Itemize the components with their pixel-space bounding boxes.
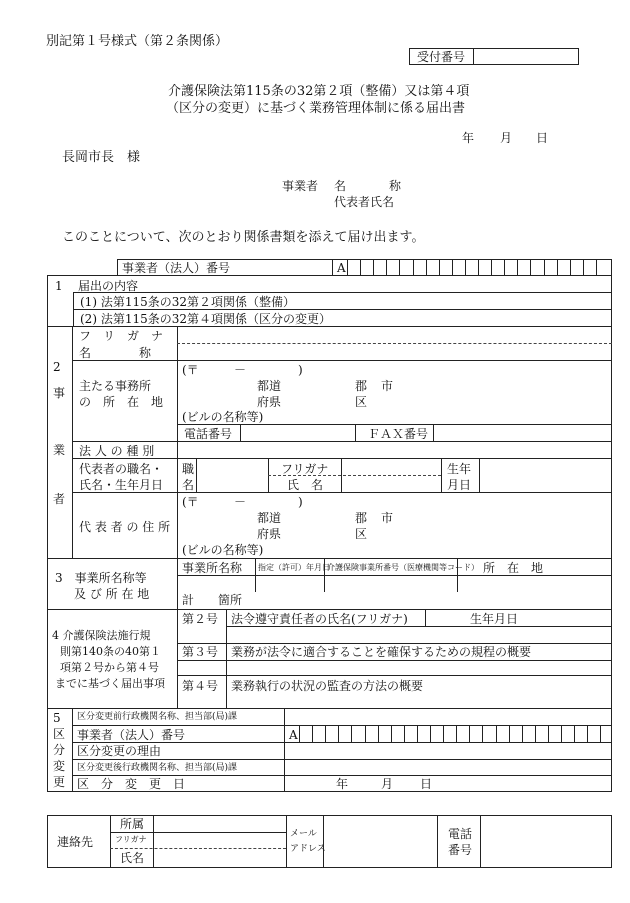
sec5-char-4: 更 <box>53 775 66 789</box>
rep-fuken-label: 府県 <box>257 527 282 541</box>
sec4-no4-text: 業務執行の状況の監査の方法の概要 <box>231 679 424 693</box>
sec5-month: 月 <box>381 777 394 791</box>
sec5-corp-number-digit-cell[interactable] <box>325 725 326 742</box>
corp-type-field[interactable] <box>180 443 610 457</box>
sec5-corp-number-digit-cell[interactable] <box>482 725 483 742</box>
corp-number-digit-cell[interactable] <box>544 259 545 276</box>
todo-label: 都道 <box>257 379 282 393</box>
corp-number-digit-cell[interactable] <box>491 259 492 276</box>
sec4-no2-birth: 生年月日 <box>470 612 519 626</box>
corp-type-label: 法 人 の 種 別 <box>79 444 155 458</box>
rep-shi-label: 市 <box>381 511 394 525</box>
rep-todo-label: 都道 <box>257 511 282 525</box>
gun-label: 郡 <box>355 379 368 393</box>
sec1-title: 届出の内容 <box>78 279 139 293</box>
postal-open: (〒 <box>182 363 199 377</box>
sec5-corp-number-digit-cell[interactable] <box>417 725 418 742</box>
address-field[interactable] <box>182 362 610 422</box>
contact-furigana-label: フリガナ <box>115 835 147 844</box>
sec5-year: 年 <box>336 777 349 791</box>
contact-label: 連絡先 <box>57 835 94 849</box>
sec5-corp-number-digit-cell[interactable] <box>574 725 575 742</box>
corp-number-digit-cell[interactable] <box>386 259 387 276</box>
sec5-corp-number-digit-cell[interactable] <box>312 725 313 742</box>
sec5-corp-number-digit-cell[interactable] <box>391 725 392 742</box>
contact-phone-label-1: 電話 <box>448 827 473 841</box>
contact-phone-field[interactable] <box>482 817 610 866</box>
sec5-row3-label: 区分変更の理由 <box>77 744 162 758</box>
sec2-label-char-2: 業 <box>53 443 66 457</box>
sec5-corp-number-digit-cell[interactable] <box>496 725 497 742</box>
contact-name-label: 氏名 <box>120 851 145 865</box>
sec5-corp-number-digit-cell[interactable] <box>548 725 549 742</box>
addressee: 長岡市長 様 <box>62 150 141 165</box>
date-year: 年 <box>462 131 475 145</box>
corp-number-digit-cell[interactable] <box>347 259 348 276</box>
contact-name-field[interactable] <box>155 850 285 866</box>
corp-number-digit-cell[interactable] <box>596 259 597 276</box>
corp-number-digit-cell[interactable] <box>583 259 584 276</box>
sec5-corp-number-digit-cell[interactable] <box>587 725 588 742</box>
corp-number-digit-cell[interactable] <box>517 259 518 276</box>
corp-number-label: 事業者（法人）番号 <box>122 261 231 275</box>
applicant-name-label: 名 <box>334 179 347 193</box>
sec1-item-2[interactable]: (2) 法第115条の32第４項関係（区分の変更） <box>80 312 331 326</box>
sec5-corp-number-digit-cell[interactable] <box>351 725 352 742</box>
rep-title-label-2: 氏名・生年月日 <box>79 478 164 492</box>
corp-number-digit-cell[interactable] <box>570 259 571 276</box>
sec5-corp-number-digit-cell[interactable] <box>522 725 523 742</box>
sec5-corp-number-digit-cell[interactable] <box>365 725 366 742</box>
sec2-label-number: 2 <box>53 360 61 374</box>
sec5-number: 5 <box>53 711 61 725</box>
sec1-number: 1 <box>55 279 63 293</box>
applicant-label: 事業者 <box>282 179 319 193</box>
rep-furigana-label: フリガナ <box>281 462 329 476</box>
corp-number-digit-cell[interactable] <box>426 259 427 276</box>
rep-postal-close: ) <box>298 495 303 509</box>
corp-number-digit-cell[interactable] <box>413 259 414 276</box>
rep-birth-field[interactable] <box>481 460 610 490</box>
form-title-line2: （区分の変更）に基づく業務管理体制に係る届出書 <box>166 101 466 116</box>
sec5-day: 日 <box>420 777 433 791</box>
sec5-row2-label: 事業者（法人）番号 <box>77 728 186 742</box>
phone-field[interactable] <box>242 426 352 440</box>
sec5-corp-number-digit-cell[interactable] <box>338 725 339 742</box>
corp-number-digit-cell[interactable] <box>530 259 531 276</box>
location-col: 所 在 地 <box>483 561 544 575</box>
sec5-row1-label: 区分変更前行政機関名称、担当部(局)課 <box>77 712 238 722</box>
corp-number-digit-cell[interactable] <box>478 259 479 276</box>
corp-number-digit-cell[interactable] <box>399 259 400 276</box>
sec5-row5-label: 区 分 変 更 日 <box>77 777 186 791</box>
birth-label-2: 月日 <box>447 478 472 492</box>
building-label: (ビルの名称等) <box>182 410 264 424</box>
fax-label: ＦＡＸ番号 <box>368 427 429 441</box>
corp-number-digit-cell[interactable] <box>465 259 466 276</box>
sec5-corp-number-digit-cell[interactable] <box>600 725 601 742</box>
shoku-label: 職 <box>182 462 195 476</box>
contact-phone-label-2: 番号 <box>448 843 473 857</box>
sec5-corp-prefix: A <box>289 728 298 742</box>
rep-address-field[interactable] <box>182 494 610 556</box>
sec4-no4-label: 第４号 <box>182 679 219 693</box>
sec5-corp-number-digit-cell[interactable] <box>469 725 470 742</box>
sec3-label-2: 及 び 所 在 地 <box>74 587 150 601</box>
date-month: 月 <box>500 131 513 145</box>
birth-label-1: 生年 <box>447 462 472 476</box>
corp-number-digit-cell[interactable] <box>360 259 361 276</box>
total-offices-label: 計 箇所 <box>182 593 243 607</box>
fuken-label: 府県 <box>257 395 282 409</box>
email-field[interactable] <box>325 817 435 866</box>
contact-furigana-field[interactable] <box>155 834 285 847</box>
email-label-2: アドレス <box>290 844 326 854</box>
sec5-corp-number-digit-cell[interactable] <box>443 725 444 742</box>
shi-label: 市 <box>381 379 394 393</box>
compliance-officer-field[interactable] <box>228 628 424 641</box>
office-row-field[interactable] <box>180 577 610 591</box>
sec5-char-2: 分 <box>53 743 66 757</box>
sec5-corp-number-digit-cell[interactable] <box>561 725 562 742</box>
ku-label: 区 <box>355 395 368 409</box>
sec2-label-char-1: 事 <box>53 386 66 400</box>
rep-address-label: 代 表 者 の 住 所 <box>79 520 171 534</box>
postal-dash: － <box>234 363 247 377</box>
sec4-label-3: 項第２号から第４号 <box>60 661 159 674</box>
rep-building-label: (ビルの名称等) <box>182 543 264 557</box>
sec5-row4-label: 区分変更後行政機関名称、担当部(局)課 <box>77 763 238 773</box>
designation-col: 指定（許可）年月日 <box>258 563 330 572</box>
sec3-label-1: 3 事業所名称等 <box>55 571 147 585</box>
sec5-corp-number-digit-cell[interactable] <box>404 725 405 742</box>
rep-postal-dash: － <box>234 495 247 509</box>
furigana-field[interactable] <box>180 328 610 342</box>
receipt-number-field[interactable] <box>477 49 577 64</box>
sec2-label-char-3: 者 <box>53 492 66 506</box>
form-title-line1: 介護保険法第115条の32第２項（整備）又は第４項 <box>168 84 470 99</box>
corp-number-digit-cell[interactable] <box>439 259 440 276</box>
form-id: 別記第１号様式（第２条関係） <box>46 34 229 49</box>
rep-title-field[interactable] <box>198 460 266 490</box>
sec4-label-4: までに基づく届出事項 <box>55 677 165 690</box>
date-day: 日 <box>536 131 549 145</box>
name-label: 名 称 <box>79 346 152 360</box>
address-label-2: の 所 在 地 <box>79 395 164 409</box>
sec4-no2-text: 法令遵守責任者の氏名(フリガナ) <box>231 612 408 626</box>
sec5-corp-number-digit-cell[interactable] <box>378 725 379 742</box>
representative-label: 代表者氏名 <box>334 195 395 209</box>
sec5-corp-number-digit-cell[interactable] <box>299 725 300 742</box>
postal-close: ) <box>298 363 303 377</box>
sec4-label-1: 4 介護保険法施行規 <box>52 629 151 642</box>
sec5-row4-field[interactable] <box>287 761 610 773</box>
sec5-corp-number-digit-cell[interactable] <box>509 725 510 742</box>
sec5-char-1: 区 <box>53 727 66 741</box>
sec5-corp-number-digit-cell[interactable] <box>535 725 536 742</box>
fax-field[interactable] <box>436 426 610 440</box>
applicant-name-label-2: 称 <box>389 179 402 193</box>
mei-label: 名 <box>182 478 195 492</box>
statement: このことについて、次のとおり関係書類を添えて届け出ます。 <box>62 230 425 245</box>
sec5-row3-field[interactable] <box>287 744 610 756</box>
rep-title-label-1: 代表者の職名・ <box>79 462 164 476</box>
rep-name-label: 氏 名 <box>287 478 324 492</box>
sec1-item-1[interactable]: (1) 法第115条の32第２項関係（整備） <box>80 295 295 309</box>
sec4-label-2: 則第140条の40第１ <box>60 645 161 658</box>
corp-number-digit-cell[interactable] <box>557 259 558 276</box>
email-label-1: メール <box>290 829 317 839</box>
sec4-no3-label: 第３号 <box>182 645 219 659</box>
address-label-1: 主たる事務所 <box>79 379 152 393</box>
sec4-no2-label: 第２号 <box>182 612 219 626</box>
name-field[interactable] <box>180 345 610 359</box>
furigana-label: フ リ ガ ナ <box>79 329 164 343</box>
corp-number-digit-cell[interactable] <box>504 259 505 276</box>
receipt-number-label: 受付番号 <box>417 50 466 64</box>
sec5-char-3: 変 <box>53 759 66 773</box>
contact-affiliation-label: 所属 <box>120 817 145 831</box>
office-number-col: 介護保険事業所番号（医療機関等コード） <box>327 563 479 572</box>
rep-name-field[interactable] <box>343 460 439 490</box>
sec5-corp-number-digit-cell[interactable] <box>456 725 457 742</box>
corp-number-digit-cell[interactable] <box>373 259 374 276</box>
rep-ku-label: 区 <box>355 527 368 541</box>
phone-label: 電話番号 <box>184 427 233 441</box>
rep-gun-label: 郡 <box>355 511 368 525</box>
sec4-no3-text: 業務が法令に適合することを確保するための規程の概要 <box>231 645 532 659</box>
corp-number-digit-cell[interactable] <box>452 259 453 276</box>
sec5-row1-field[interactable] <box>287 711 610 723</box>
sec5-corp-number-digit-cell[interactable] <box>430 725 431 742</box>
office-name-col: 事業所名称 <box>182 561 243 575</box>
corp-prefix: A <box>337 261 346 275</box>
contact-affiliation-field[interactable] <box>155 817 285 831</box>
rep-postal-open: (〒 <box>182 495 199 509</box>
